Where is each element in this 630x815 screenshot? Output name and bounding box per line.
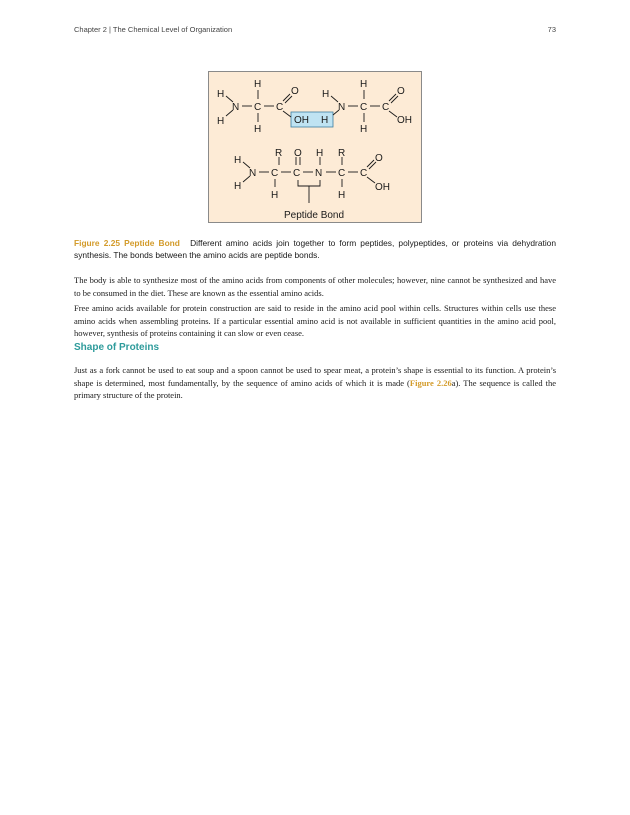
atom-o-carbonyl-dipeptide: O	[294, 148, 302, 159]
atom-r-dipeptide-1: R	[275, 148, 283, 159]
atom-h-dipeptide-nterm-top: H	[234, 155, 242, 166]
atom-h-aa2-nterm-top: H	[322, 89, 330, 100]
peptide-bond-label: Peptide Bond	[284, 210, 345, 221]
atom-n-dipeptide-1: N	[249, 168, 257, 179]
atom-c-alpha-dipeptide-1: C	[271, 168, 279, 179]
page-number: 73	[547, 25, 556, 34]
peptide-bond-figure	[208, 71, 422, 223]
atom-c-carboxyl-dipeptide: C	[360, 168, 368, 179]
atom-n-aa2: N	[338, 102, 346, 113]
bond	[367, 160, 374, 167]
atom-o-aa2: O	[397, 86, 405, 97]
atom-c-alpha-aa1: C	[254, 102, 262, 113]
paragraph-protein-shape	[74, 364, 556, 402]
atom-h-aa2-alpha-bottom: H	[360, 124, 368, 135]
figure-caption-label: Figure 2.25 Peptide Bond	[74, 238, 180, 248]
bond	[331, 96, 338, 102]
atom-c-alpha-dipeptide-2: C	[338, 168, 346, 179]
peptide-bond-bracket	[298, 180, 320, 186]
atom-c-carboxyl-aa1: C	[276, 102, 284, 113]
bond	[367, 177, 375, 183]
paragraph-essential-amino-acids: The body is able to synthesize most of the amino acids from components of other molecules; however, nine cannot be synthesized and have to be consumed in the diet. These are known as the essential amino acids.	[74, 275, 556, 298]
atom-n-aa1: N	[232, 102, 240, 113]
bond	[391, 96, 398, 103]
running-header	[74, 25, 556, 39]
atom-h-aa2-alpha-top: H	[360, 79, 368, 90]
bond	[389, 94, 396, 101]
atom-h-aa1-alpha-top: H	[254, 79, 262, 90]
atom-n-dipeptide-2: N	[315, 168, 323, 179]
figure-caption	[74, 237, 556, 261]
atom-r-dipeptide-2: R	[338, 148, 346, 159]
paragraph-amino-acid-pool: Free amino acids available for protein construction are said to reside in the amino acid pool within cells. Structures within cells use these amino acids when assembling proteins. If a particular essential amino acid is not available in sufficient quantities in the amino acid pool, however, synthesis of proteins containing it can slow or even cease.	[74, 303, 556, 338]
paragraph-protein-shape-text-2: a). The sequence is called the primary structure of the protein.	[74, 377, 556, 400]
removed-h: H	[321, 115, 329, 126]
atom-h-amide: H	[316, 148, 324, 159]
atom-c-carboxyl-aa2: C	[382, 102, 390, 113]
figure-2-26-link[interactable]: Figure 2.26	[409, 377, 452, 388]
bond	[283, 94, 290, 101]
chapter-title: Chapter 2 | The Chemical Level of Organization	[74, 25, 233, 34]
removed-oh: OH	[294, 115, 309, 126]
bond	[389, 111, 397, 117]
atom-o-aa1: O	[291, 86, 299, 97]
atom-h-aa1-alpha-bottom: H	[254, 124, 262, 135]
peptide-bond-diagram	[209, 72, 423, 224]
bond	[283, 111, 291, 117]
atom-h-aa1-nterm-bottom: H	[217, 116, 225, 127]
atom-h-dipeptide-nterm-bottom: H	[234, 181, 242, 192]
figure-caption-text: Different amino acids join together to form peptides, polypeptides, or proteins via dehydration synthesis. The bonds between the amino acids are peptide bonds.	[74, 238, 556, 260]
atom-o-dipeptide: O	[375, 153, 383, 164]
atom-h-dipeptide-alpha-1: H	[271, 190, 279, 201]
section-heading: Shape of Proteins	[74, 342, 160, 353]
paragraph-protein-shape-text-1: Just as a fork cannot be used to eat soup and a spoon cannot be used to spear meat, a protein’s shape is essential to its function. A protein’s shape is determined, most fundamentally, by the sequence of amino acids of which it is made (	[74, 365, 556, 388]
atom-h-aa1-nterm-top: H	[217, 89, 225, 100]
atom-oh-dipeptide: OH	[375, 182, 390, 193]
atom-oh-aa2: OH	[397, 115, 412, 126]
atom-c-alpha-aa2: C	[360, 102, 368, 113]
atom-h-dipeptide-alpha-2: H	[338, 190, 346, 201]
atom-c-carbonyl-dipeptide: C	[293, 168, 301, 179]
bond	[285, 96, 292, 103]
